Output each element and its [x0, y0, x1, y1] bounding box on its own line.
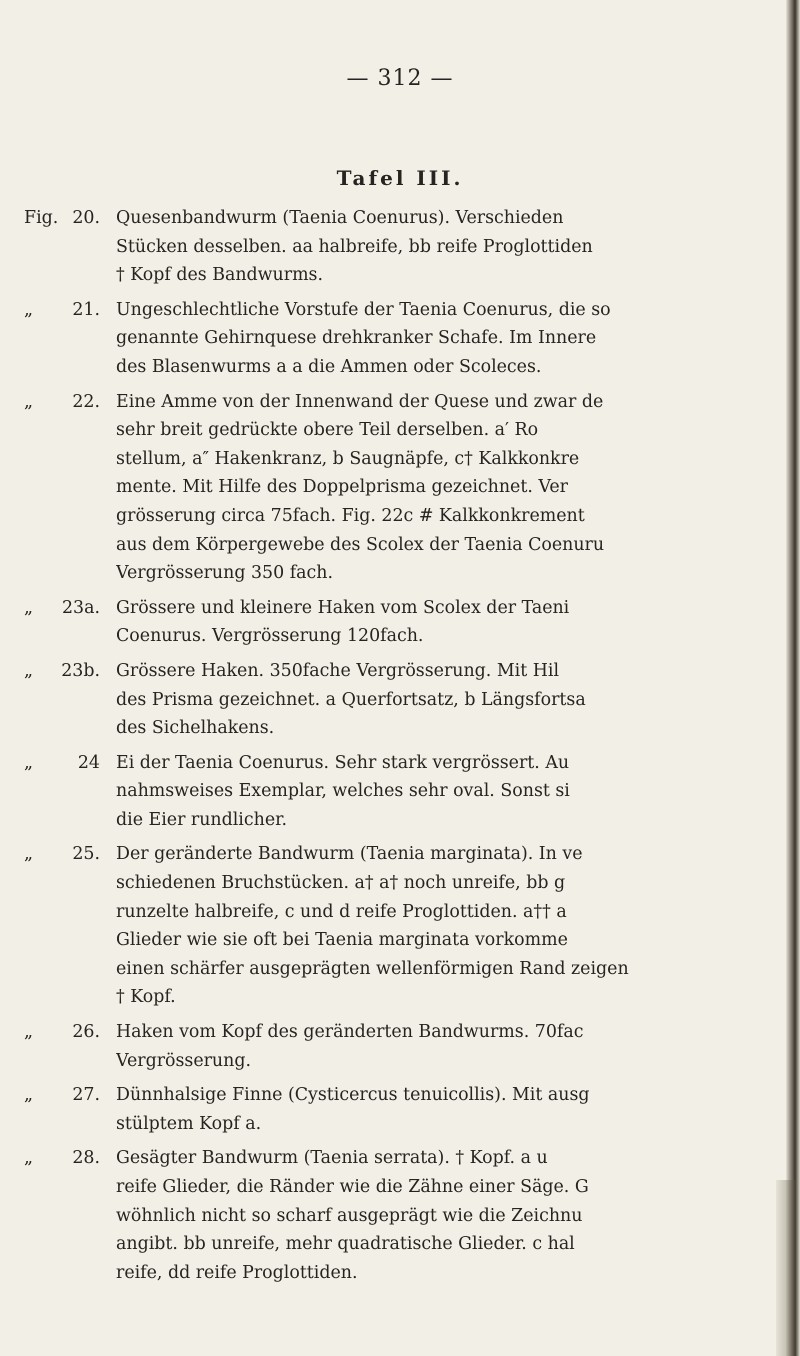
- binding-shadow: [776, 1180, 796, 1356]
- figure-entry: [24, 388, 764, 588]
- figure-caption: [116, 657, 764, 743]
- caption-line: Der geränderte Bandwurm (Taenia marginata). In ve: [116, 844, 583, 865]
- figure-caption: [116, 1018, 764, 1075]
- caption-line: Dünnhalsige Finne (Cysticercus tenuicollis). Mit ausg: [116, 1085, 590, 1106]
- figure-label: „: [24, 1085, 34, 1106]
- caption-line: runzelte halbreife, c und d reife Proglottiden. a†† a: [116, 901, 567, 922]
- figure-number: 27.: [72, 1085, 100, 1106]
- figure-number: 21.: [72, 299, 100, 320]
- caption-line: angibt. bb unreife, mehr quadratische Glieder. c hal: [116, 1234, 575, 1255]
- caption-line: mente. Mit Hilfe des Doppelprisma gezeichnet. Ver: [116, 477, 568, 498]
- figure-captions: [24, 204, 764, 1293]
- figure-number: 23a.: [61, 597, 100, 618]
- caption-line: schiedenen Bruchstücken. a† a† noch unreife, bb g: [116, 873, 566, 894]
- caption-line: † Kopf des Bandwurms.: [116, 265, 324, 286]
- caption-line: des Prisma gezeichnet. a Querfortsatz, b Längsfortsa: [116, 689, 586, 710]
- caption-line: Haken vom Kopf des geränderten Bandwurms. 70fac: [116, 1022, 584, 1043]
- figure-caption: [116, 749, 764, 835]
- caption-line: reife Glieder, die Ränder wie die Zähne einer Säge. G: [116, 1177, 589, 1197]
- plate-title: Tafel III.: [336, 166, 464, 190]
- caption-line: Quesenbandwurm (Taenia Coenurus). Verschieden: [116, 208, 564, 228]
- caption-line: des Sichelhakens.: [116, 718, 275, 739]
- figure-label: „: [24, 1022, 34, 1043]
- figure-entry: [24, 1018, 764, 1075]
- figure-caption: [116, 204, 764, 290]
- caption-line: aus dem Körpergewebe des Scolex der Taenia Coenuru: [116, 534, 605, 555]
- caption-line: genannte Gehirnquese drehkranker Schafe. Im Innere: [116, 328, 597, 349]
- page-number: — 312 —: [346, 66, 454, 91]
- figure-caption: [116, 594, 764, 651]
- figure-caption: [116, 1144, 764, 1287]
- caption-line: Grössere und kleinere Haken vom Scolex der Taeni: [116, 597, 570, 618]
- figure-caption: [116, 1081, 764, 1138]
- caption-line: sehr breit gedrückte obere Teil derselben. a′ Ro: [116, 420, 539, 441]
- caption-line: Ei der Taenia Coenurus. Sehr stark vergrössert. Au: [116, 752, 570, 773]
- figure-label: „: [24, 844, 34, 865]
- caption-line: nahmsweises Exemplar, welches sehr oval. Sonst si: [116, 781, 570, 802]
- figure-entry: [24, 840, 764, 1012]
- caption-line: Gesägter Bandwurm (Taenia serrata). † Kopf. a u: [116, 1148, 548, 1169]
- caption-line: Ungeschlechtliche Vorstufe der Taenia Coenurus, die so: [116, 299, 611, 320]
- caption-line: die Eier rundlicher.: [116, 809, 288, 830]
- figure-label: „: [24, 299, 34, 320]
- caption-line: Stücken desselben. aa halbreife, bb reife Proglottiden: [116, 236, 593, 257]
- figure-entry: [24, 594, 764, 651]
- figure-entry: [24, 749, 764, 835]
- figure-number: 26.: [72, 1022, 100, 1043]
- figure-label: „: [24, 1148, 34, 1169]
- caption-line: Grössere Haken. 350fache Vergrösserung. Mit Hil: [116, 660, 560, 681]
- figure-entry: [24, 204, 764, 290]
- figure-number: 20.: [72, 208, 100, 228]
- caption-line: wöhnlich nicht so scharf ausgeprägt wie die Zeichnu: [116, 1205, 583, 1226]
- figure-entry: [24, 657, 764, 743]
- caption-line: Vergrösserung 350 fach.: [116, 563, 333, 584]
- caption-line: Glieder wie sie oft bei Taenia marginata vorkomme: [116, 930, 568, 951]
- figure-entry: [24, 1081, 764, 1138]
- figure-number: 24: [77, 752, 100, 773]
- figure-label: „: [24, 597, 34, 618]
- caption-line: stülptem Kopf a.: [116, 1113, 262, 1134]
- figure-label: „: [24, 391, 34, 412]
- figure-entry: [24, 1144, 764, 1287]
- caption-line: einen schärfer ausgeprägten wellenförmigen Rand zeigen: [116, 958, 629, 979]
- figure-label: „: [24, 660, 34, 681]
- caption-line: stellum, a″ Hakenkranz, b Saugnäpfe, c† Kalkkonkre: [116, 448, 580, 469]
- figure-label: „: [24, 752, 34, 773]
- figure-label: Fig.: [24, 208, 59, 228]
- caption-line: grösserung circa 75fach. Fig. 22c # Kalkkonkrement: [116, 505, 585, 526]
- figure-number: 25.: [72, 844, 100, 865]
- caption-line: † Kopf.: [116, 987, 176, 1008]
- figure-caption: [116, 840, 764, 1012]
- figure-number: 23b.: [61, 660, 100, 681]
- caption-line: Eine Amme von der Innenwand der Quese und zwar de: [116, 391, 604, 412]
- caption-line: des Blasenwurms a a die Ammen oder Scoleces.: [116, 356, 542, 377]
- figure-number: 28.: [72, 1148, 100, 1169]
- caption-line: Coenurus. Vergrösserung 120fach.: [116, 626, 424, 647]
- caption-line: Vergrösserung.: [116, 1050, 251, 1071]
- caption-line: reife, dd reife Proglottiden.: [116, 1262, 358, 1283]
- binding-edge: [786, 0, 800, 1356]
- figure-caption: [116, 388, 764, 588]
- figure-entry: [24, 296, 764, 382]
- figure-number: 22.: [72, 391, 100, 412]
- figure-caption: [116, 296, 764, 382]
